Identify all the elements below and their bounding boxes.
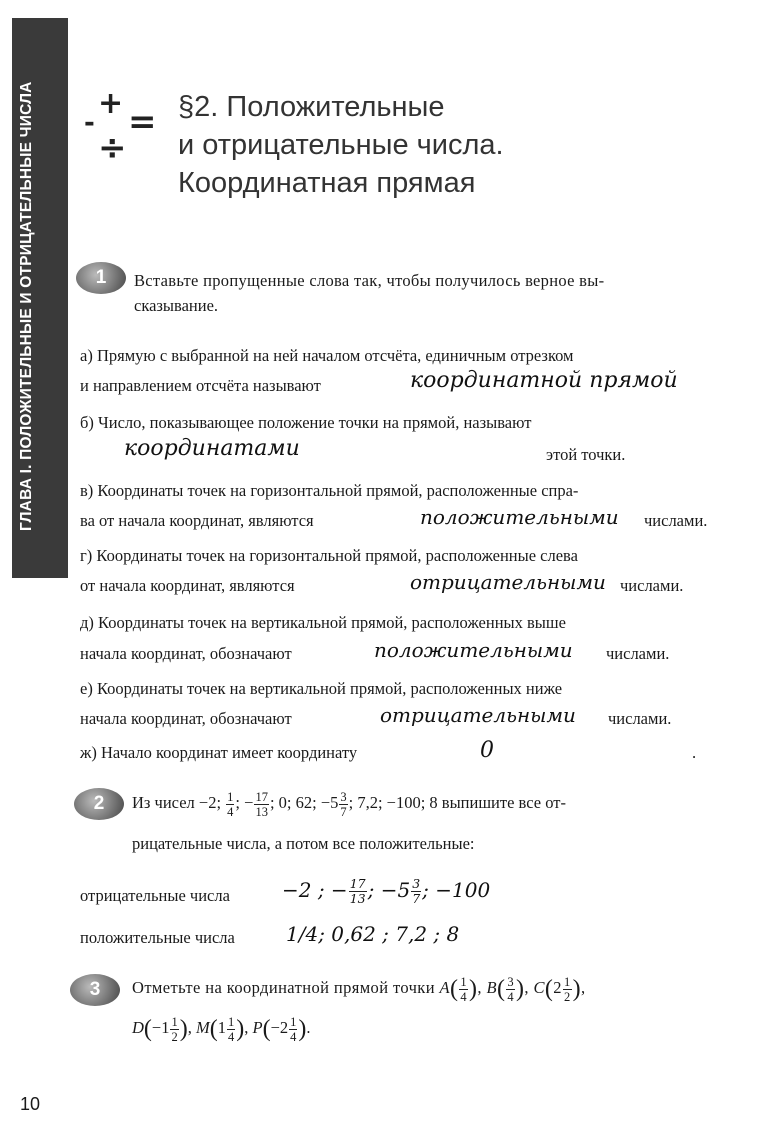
equals-sign: = [128, 102, 157, 142]
title-line-3: Координатная прямая [178, 167, 476, 199]
chapter-title: ГЛАВА I. ПОЛОЖИТЕЛЬНЫЕ И ОТРИЦАТЕЛЬНЫЕ ЧИСЛА [18, 81, 35, 531]
task1-e-line2: начала координат, обозначают [80, 709, 292, 728]
task1-d-line1: д) Координаты точек на вертикальной прямой, расположенных выше [80, 613, 566, 632]
negative-numbers-answer: −2 ; − $\frac{17}{13}$ ; −5 $\frac{3}{7}$ ; −100 [282, 876, 491, 906]
task3-line1: Отметьте на координатной прямой точки A( $\frac{1}{4}$ ), B( $\frac{3}{4}$ ), C(2 $\frac{1}{2}$ ), [132, 974, 586, 1004]
plus-sign: + [98, 86, 124, 121]
task1-intro-line1: Вставьте пропущенные слова так, чтобы получилось верное вы- [134, 271, 605, 290]
task1-v-tail: числами. [644, 511, 708, 530]
task1-g-answer: отрицательными [410, 570, 606, 594]
task1-b-answer: координатами [124, 436, 300, 461]
task2-line2: рицательные числа, а потом все положительные: [132, 834, 475, 853]
task1-g-line2: от начала координат, являются [80, 576, 295, 595]
task1-d-line2: начала координат, обозначают [80, 644, 292, 663]
task-number-badge: 1 [76, 262, 126, 294]
task1-v-line1: в) Координаты точек на горизонтальной прямой, расположенные спра- [80, 481, 579, 500]
task1-zh-answer: 0 [480, 738, 494, 763]
task1-b-line1: б) Число, показывающее положение точки на прямой, называют [80, 413, 532, 432]
task1-intro-line2: сказывание. [134, 296, 219, 315]
task1-d-tail: числами. [606, 644, 670, 663]
task1-zh-line1: ж) Начало координат имеет координату [80, 743, 358, 762]
task1-b-tail: этой точки. [546, 445, 626, 464]
task1-e-answer: отрицательными [380, 703, 576, 727]
task1-zh-tail: . [692, 743, 697, 762]
positive-numbers-answer: 1/4; 0,62 ; 7,2 ; 8 [286, 922, 460, 946]
task1-d-answer: положительными [374, 638, 573, 662]
task1-a-line1: а) Прямую с выбранной на ней началом отсчёта, единичным отрезком [80, 346, 574, 365]
task1-v-line2: ва от начала координат, являются [80, 511, 314, 530]
task-number-badge: 3 [70, 974, 120, 1006]
task-number-badge: 2 [74, 788, 124, 820]
title-line-2: и отрицательные числа. [178, 129, 504, 161]
task1-g-tail: числами. [620, 576, 684, 595]
minus-sign: - [84, 108, 95, 138]
task1-a-answer: координатной прямой [410, 368, 678, 393]
positive-numbers-label: положительные числа [80, 928, 235, 947]
task1-a-line2: и направлением отсчёта называют [80, 376, 321, 395]
chapter-sidebar [12, 18, 68, 578]
fraction: $\frac{17}{13}$ [255, 789, 268, 819]
page-number: 10 [20, 1094, 41, 1114]
task1-v-answer: положительными [420, 505, 619, 529]
task3-line2: D(−1 $\frac{1}{2}$ ), M(1 $\frac{1}{4}$ ), P(−2 $\frac{1}{4}$ ). [132, 1014, 311, 1044]
section-title [178, 88, 618, 202]
negative-numbers-label: отрицательные числа [80, 886, 230, 905]
task2-line1: Из чисел −2; $\frac{1}{4}$ ; − $\frac{17}{13}$ ; 0; 62; −5 $\frac{3}{7}$ ; 7,2; −100; 8 выпишите все от- [132, 789, 566, 819]
fraction: $\frac{1}{4}$ [227, 789, 234, 819]
fraction: $\frac{3}{7}$ [340, 789, 347, 819]
math-signs-icon [84, 86, 164, 170]
task1-e-line1: е) Координаты точек на вертикальной прямой, расположенных ниже [80, 679, 563, 698]
title-line-1: §2. Положительные [178, 91, 445, 123]
task1-e-tail: числами. [608, 709, 672, 728]
task1-g-line1: г) Координаты точек на горизонтальной прямой, расположенные слева [80, 546, 578, 565]
divide-sign: ÷ [98, 128, 127, 168]
